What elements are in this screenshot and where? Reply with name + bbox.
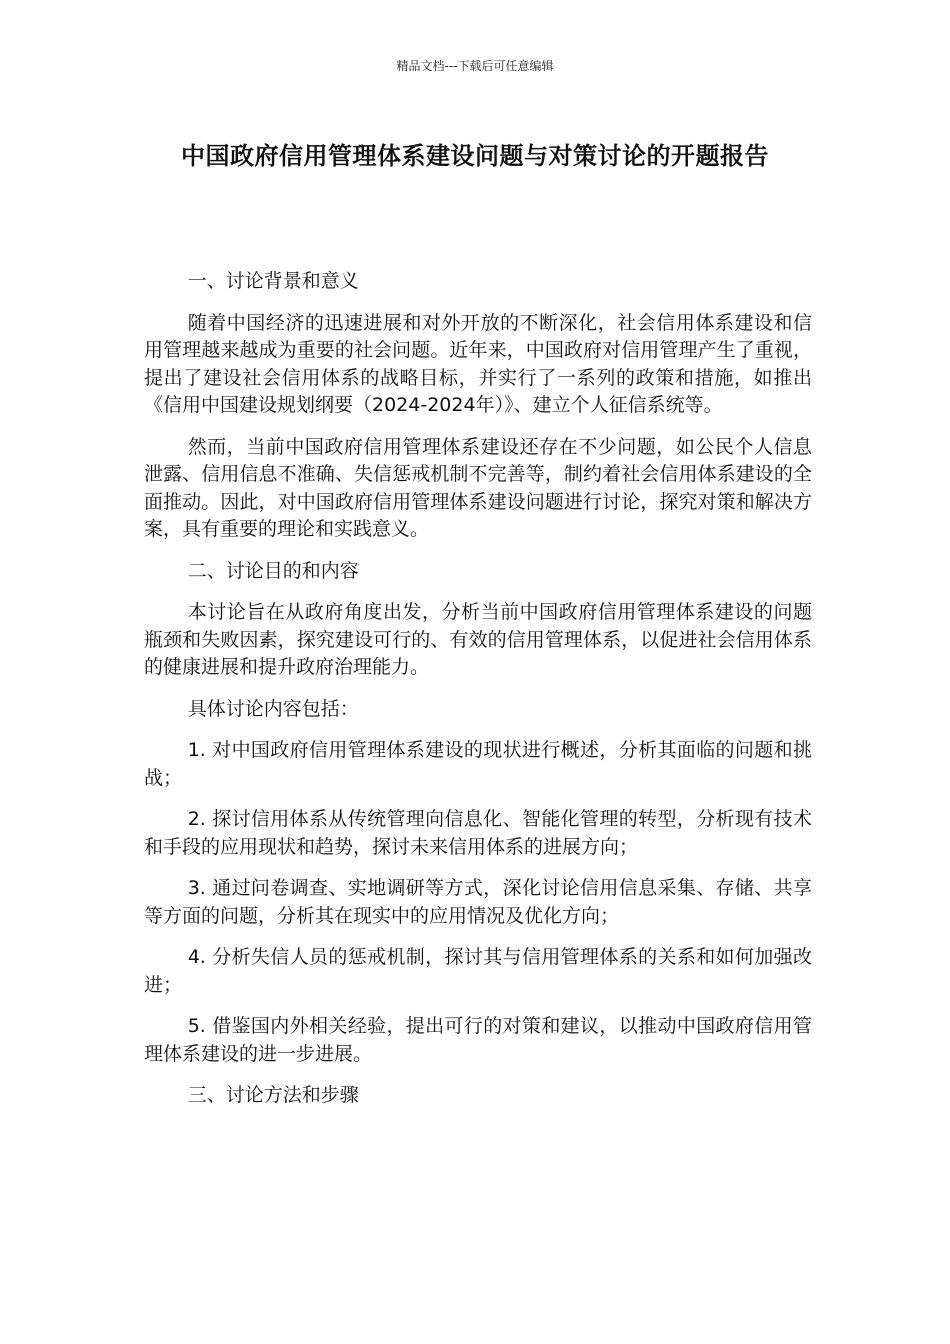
paragraph-background-2: 然而，当前中国政府信用管理体系建设还存在不少问题，如公民个人信息泄露、信用信息不准确、失信惩戒机制不完善等，制约着社会信用体系建设的全面推动。因此，对中国政府信用管理体系建设问题进行讨论，探究对策和解决方案，具有重要的理论和实践意义。 [144,435,812,540]
page-header: 精品文档---下载后可任意编辑 [396,59,554,73]
list-item-2: 2. 探讨信用体系从传统管理向信息化、智能化管理的转型，分析现有技术和手段的应用现状和趋势，探讨未来信用体系的进展方向； [144,808,812,858]
list-item-3: 3. 通过问卷调查、实地调研等方式，深化讨论信用信息采集、存储、共享等方面的问题，分析其在现实中的应用情况及优化方向； [144,877,812,927]
paragraph-purpose: 本讨论旨在从政府角度出发，分析当前中国政府信用管理体系建设的问题瓶颈和失败因素，探究建设可行的、有效的信用管理体系，以促进社会信用体系的健康进展和提升政府治理能力。 [144,601,812,678]
section-heading-methods: 三、讨论方法和步骤 [187,1084,359,1106]
list-item-4: 4. 分析失信人员的惩戒机制，探讨其与信用管理体系的关系和如何加强改进； [144,946,812,996]
paragraph-content-intro: 具体讨论内容包括： [187,697,359,720]
section-heading-background: 一、讨论背景和意义 [187,270,359,292]
paragraph-background-1: 随着中国经济的迅速进展和对外开放的不断深化，社会信用体系建设和信用管理越来越成为重要的社会问题。近年来，中国政府对信用管理产生了重视，提出了建设社会信用体系的战略目标，并实行了一系列的政策和措施，如推出《信用中国建设规划纲要（2024-2024年）》、建立个人征信系统等。 [144,311,812,416]
document-body [144,268,812,1124]
list-item-5: 5. 借鉴国内外相关经验，提出可行的对策和建议，以推动中国政府信用管理体系建设的进一步进展。 [144,1015,812,1065]
list-item-1: 1. 对中国政府信用管理体系建设的现状进行概述，分析其面临的问题和挑战； [144,739,812,789]
section-heading-purpose: 二、讨论目的和内容 [187,559,359,582]
document-title: 中国政府信用管理体系建设问题与对策讨论的开题报告 [181,142,769,170]
